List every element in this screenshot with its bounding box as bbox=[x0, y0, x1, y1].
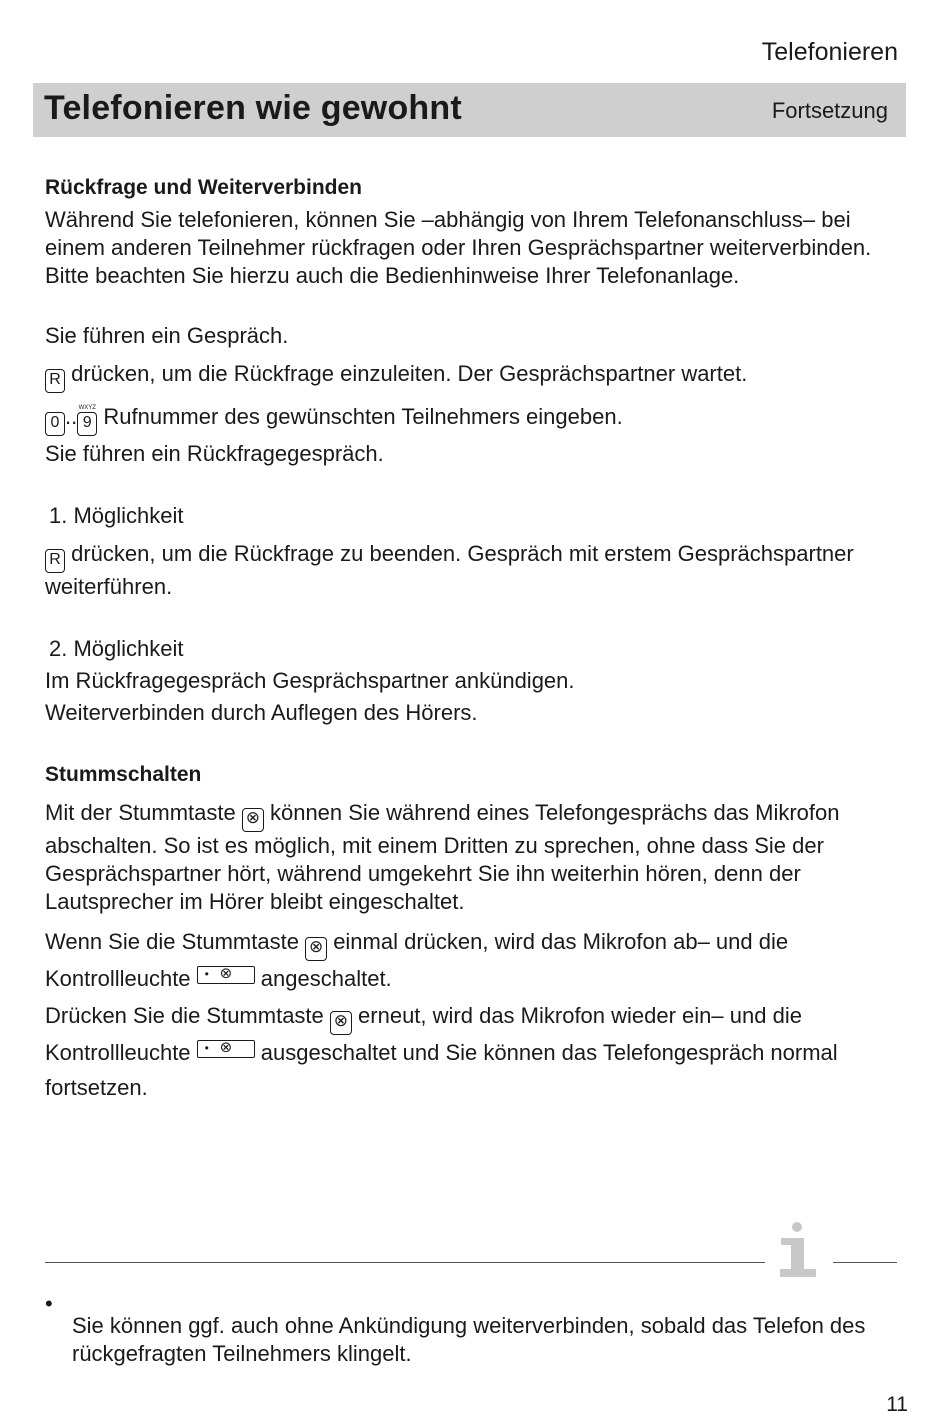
indicator-light-icon bbox=[197, 1040, 255, 1058]
step-text: Sie führen ein Rückfragegespräch. bbox=[45, 441, 384, 466]
intro-paragraph: Während Sie telefonieren, können Sie –abhängig von Ihrem Telefonanschluss– bei einem anderen Teilnehmer rückfragen oder Ihren Gesprächspartner weiterverbinden. Bitte beachten Sie hierzu auch die Bedienhinweise Ihrer Telefonanlage. bbox=[45, 207, 872, 288]
step-text: Weiterverbinden durch Auflegen des Hörers. bbox=[45, 700, 478, 725]
paragraph-text: Mit der Stummtaste bbox=[45, 800, 236, 825]
step-text: Sie führen ein Gespräch. bbox=[45, 323, 289, 348]
title-bar bbox=[33, 83, 906, 137]
paragraph-text: können Sie während eines Telefongesprächs das Mikrofon abschalten. So ist es möglich, mit einem Dritten zu sprechen, ohne dass Sie der Gesprächspartner hört, während umgekehrt Sie ihn weiterhin hören, denn der Lautsprecher im Hörer bleibt eingeschaltet. bbox=[45, 800, 840, 914]
step-row bbox=[45, 360, 901, 393]
paragraph-text: angeschaltet. bbox=[260, 966, 392, 991]
bullet-icon: • bbox=[45, 1291, 53, 1316]
mute-paragraph bbox=[45, 998, 901, 1105]
nine-key-icon bbox=[77, 405, 97, 436]
section-heading-stummschalten: Stummschalten bbox=[45, 763, 202, 786]
step-text: drücken, um die Rückfrage zu beenden. Gespräch mit erstem Gesprächspartner weiterführen. bbox=[45, 541, 854, 599]
mute-key-icon: ⊗ bbox=[242, 808, 264, 832]
main-content bbox=[45, 174, 901, 1105]
r-key-icon: R bbox=[45, 369, 65, 393]
divider-left bbox=[45, 1262, 765, 1263]
info-icon bbox=[778, 1220, 818, 1278]
mute-paragraph bbox=[45, 924, 901, 996]
step-text: drücken, um die Rückfrage einzuleiten. Der Gesprächspartner wartet. bbox=[71, 361, 748, 386]
key-letters: WXYZ bbox=[78, 405, 96, 411]
led-dot: • bbox=[204, 967, 209, 981]
step-row bbox=[45, 540, 901, 601]
page-number: 11 bbox=[886, 1393, 908, 1416]
mute-key-icon: ⊗ bbox=[305, 937, 327, 961]
paragraph-text: erneut, wird das Mikrofon wieder ein– und die Kontrollleuchte bbox=[45, 1003, 802, 1065]
step-text: Rufnummer des gewünschten Teilnehmers eingeben. bbox=[103, 404, 623, 429]
led-symbol: ⊗ bbox=[219, 965, 233, 982]
step-text: Im Rückfragegespräch Gesprächspartner ankündigen. bbox=[45, 668, 575, 693]
paragraph-text: einmal drücken, wird das Mikrofon ab– und die Kontrollleuchte bbox=[45, 929, 789, 991]
section-heading-rueckfrage: Rückfrage und Weiterverbinden bbox=[45, 176, 363, 199]
option-label: 1. Möglichkeit bbox=[49, 503, 184, 528]
running-header: Telefonieren bbox=[761, 38, 898, 66]
paragraph-text: ausgeschaltet und Sie können das Telefongespräch normal fortsetzen. bbox=[45, 1040, 838, 1100]
step-row bbox=[45, 403, 901, 436]
divider-right bbox=[833, 1262, 897, 1263]
paragraph-text: Drücken Sie die Stummtaste bbox=[45, 1003, 324, 1028]
paragraph-text: Wenn Sie die Stummtaste bbox=[45, 929, 299, 954]
led-dot: • bbox=[204, 1041, 209, 1055]
note-text: Sie können ggf. auch ohne Ankündigung weiterverbinden, sobald das Telefon des rückgefragten Teilnehmers klingelt. bbox=[72, 1313, 866, 1366]
range-separator: .. bbox=[65, 404, 78, 429]
page-title: Telefonieren wie gewohnt bbox=[44, 89, 462, 127]
page-subtitle: Fortsetzung bbox=[771, 98, 888, 123]
zero-key-icon: 0 bbox=[45, 412, 65, 436]
r-key-icon: R bbox=[45, 549, 65, 573]
mute-paragraph bbox=[45, 799, 901, 916]
mute-key-icon: ⊗ bbox=[330, 1011, 352, 1035]
info-note bbox=[45, 1290, 885, 1390]
led-symbol: ⊗ bbox=[219, 1039, 233, 1056]
key-digit: 9 bbox=[82, 414, 92, 431]
indicator-light-icon bbox=[197, 966, 255, 984]
option-label: 2. Möglichkeit bbox=[49, 636, 184, 661]
